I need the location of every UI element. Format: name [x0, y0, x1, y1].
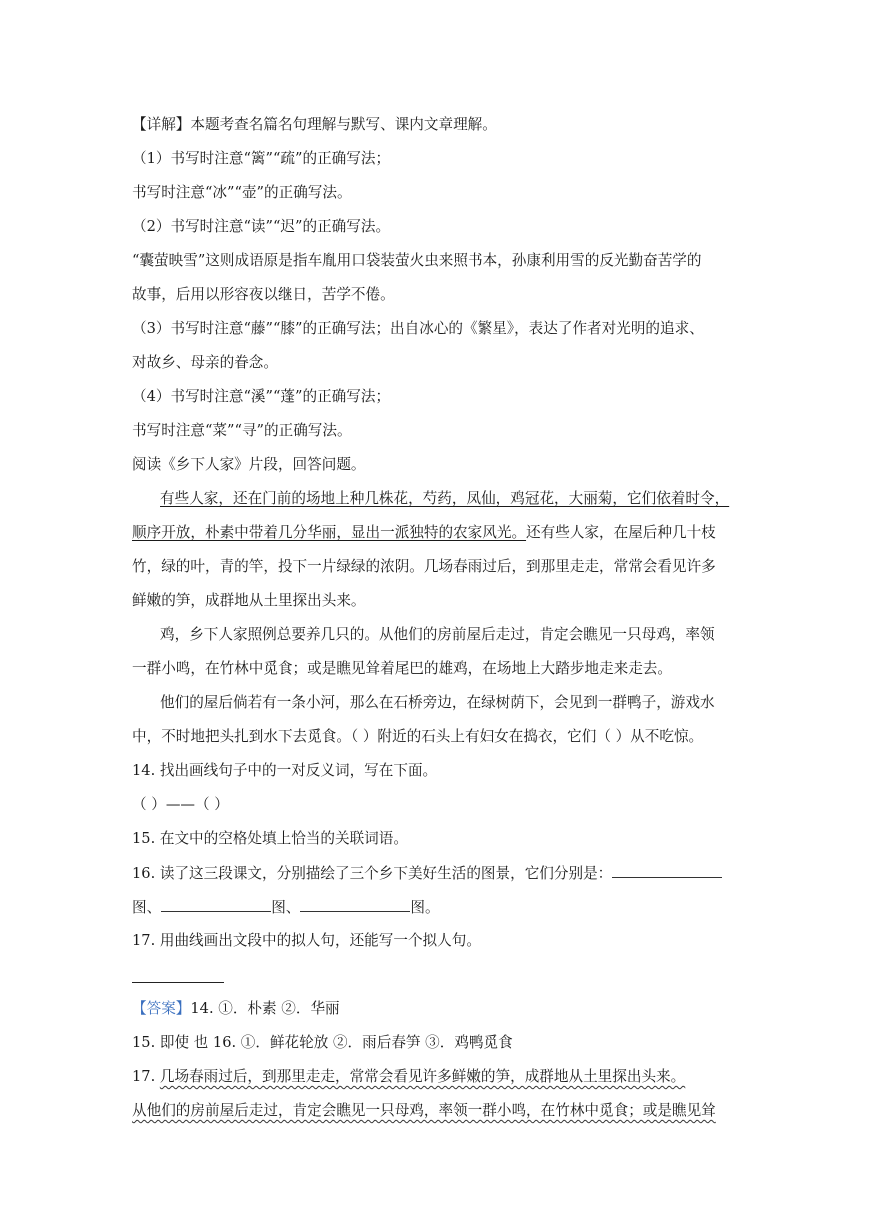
answer-17-line-2: 从他们的房前屋后走过，肯定会瞧见一只母鸡，率领一群小鸣，在竹林中觅食；或是瞧见耸 [132, 1102, 716, 1119]
detail-intro [132, 115, 497, 135]
question-16-line-1 [132, 863, 722, 884]
question-16-line-2 [132, 897, 440, 918]
passage-1-line-3: 竹，绿的叶，青的竿，投下一片绿绿的浓阴。几场春雨过后，到那里走走，常常会看见许多 [132, 558, 716, 575]
answer-14-text: 14. ①．朴素 ②．华丽 [190, 1000, 340, 1017]
underlined-sentence: 顺序开放，朴素中带着几分华丽，显出一派独特的农家风光。 [132, 524, 527, 541]
answer-blank-3 [300, 897, 410, 912]
answer-label: 【答案】 [132, 1000, 191, 1017]
passage-1-line-1: 有些人家，还在门前的场地上种几株花，芍药，凤仙，鸡冠花，大丽菊，它们依着时令， [160, 490, 730, 507]
passage-1-line-4: 鲜嫩的笋，成群地从土里探出头来。 [132, 592, 366, 609]
detail-line-7: 对故乡、母亲的眷念。 [132, 354, 278, 371]
passage-3-line-1: 他们的屋后倘若有一条小河，那么在石桥旁边，在绿树荫下，会见到一群鸭子，游戏水 [160, 694, 715, 711]
question-14: 14. 找出画线句子中的一对反义词，写在下面。 [132, 762, 438, 779]
answer-17-number: 17. [132, 1068, 160, 1085]
q16-label-a: 图、 [132, 899, 162, 916]
answer-15-16: 15. 即使 也 16. ①．鲜花轮放 ②．雨后春笋 ③．鸡鸭觅食 [132, 1034, 513, 1051]
q16-label-b: 图、 [271, 899, 301, 916]
detail-line-9: 书写时注意“菜”“寻”的正确写法。 [132, 422, 352, 439]
passage-1-line-2 [132, 523, 716, 543]
passage-2-line-2: 一群小鸣，在竹林中觅食；或是瞧见耸着尾巴的雄鸡，在场地上大踏步地走来走去。 [132, 660, 672, 677]
answer-17-line-1 [132, 1067, 685, 1087]
question-15: 15. 在文中的空格处填上恰当的关联词语。 [132, 830, 408, 847]
detail-intro-text: 本题考查名篇名句理解与默写、课内文章理解。 [190, 116, 497, 133]
answer-blank-1 [612, 863, 722, 878]
reading-prompt: 阅读《乡下人家》片段，回答问题。 [132, 456, 366, 473]
question-16-text: 16. 读了这三段课文，分别描绘了三个乡下美好生活的图景，它们分别是： [132, 865, 613, 882]
personification-sentence-1: 几场春雨过后，到那里走走，常常会看见许多鲜嫩的笋，成群地从土里探出头来。 [159, 1068, 686, 1085]
passage-1-line-2-rest: 还有些人家，在屋后种几十枝 [526, 524, 716, 541]
detail-line-5: 故事，后用以形容夜以继日，苦学不倦。 [132, 286, 395, 303]
detail-line-6: （3）书写时注意“藤”“膝”的正确写法；出自冰心的《繁星》，表达了作者对光明的追求、 [132, 320, 704, 337]
detail-line-2: 书写时注意“冰”“壶”的正确写法。 [132, 184, 352, 201]
q16-label-c: 图。 [410, 899, 440, 916]
question-14-blanks: （ ）——（ ） [132, 796, 229, 813]
detail-line-1: （1）书写时注意“篱”“疏”的正确写法； [132, 150, 391, 167]
separator-rule [132, 982, 224, 983]
detail-line-3: （2）书写时注意“读”“迟”的正确写法。 [132, 218, 391, 235]
detail-line-4: “囊萤映雪”这则成语原是指车胤用口袋装萤火虫来照书本，孙康利用雪的反光勤奋苦学的 [132, 252, 702, 269]
detail-label: 【详解】 [132, 116, 191, 133]
answer-14 [132, 999, 340, 1019]
detail-line-8: （4）书写时注意“溪”“蓬”的正确写法； [132, 388, 391, 405]
passage-3-line-2: 中，不时地把头扎到水下去觅食。（ ）附近的石头上有妇女在捣衣，它们（ ）从不吃惊。 [132, 728, 704, 745]
answer-blank-2 [161, 897, 271, 912]
question-17: 17. 用曲线画出文段中的拟人句，还能写一个拟人句。 [132, 932, 481, 949]
passage-2-line-1: 鸡，乡下人家照例总要养几只的。从他们的房前屋后走过，肯定会瞧见一只母鸡，率领 [160, 626, 715, 643]
